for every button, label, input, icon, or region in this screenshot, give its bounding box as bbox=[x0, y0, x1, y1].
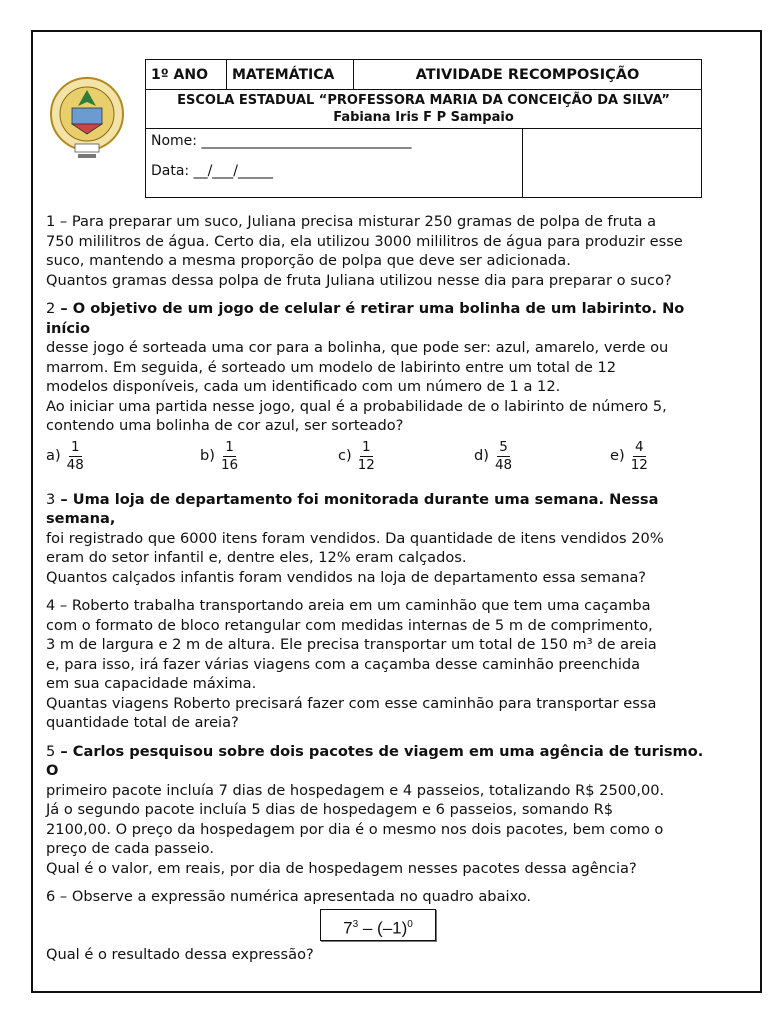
question-1: 1 – Para preparar um suco, Juliana precisa misturar 250 gramas de polpa de fruta a 750 mililitros de água. Certo dia, ela utilizou 3000 mililitros de água para produzir esse suco, mantendo a mesma proporção de polpa que deve ser adicionada. Quantos gramas dessa polpa de fruta Juliana utilizou nesse dia para preparar o suco? bbox=[46, 213, 683, 289]
option-e[interactable]: e) $\frac{4}{12}$ bbox=[610, 438, 648, 473]
activity-cell: ATIVIDADE RECOMPOSIÇÃO bbox=[354, 60, 702, 90]
question-6: 6 – Observe a expressão numérica apresentada no quadro abaixo. $7^3 - (-1)^0$ Qual é o resultado dessa expressão? bbox=[46, 888, 532, 963]
date-field[interactable]: Data: __/___/_____ bbox=[151, 163, 274, 179]
fraction: $\frac{1}{12}$ bbox=[357, 438, 375, 473]
grade-box bbox=[523, 129, 702, 198]
question-2: 2 – O objetivo de um jogo de celular é retirar uma bolinha de um labirinto. No início desse jogo é sorteada uma cor para a bolinha, que pode ser: azul, amarelo, verde ou marrom. Em seguida, é sorteado um modelo de labirinto entre um total de 12 modelos disponíveis, cada um identificado com um número de 1 a 12. Ao iniciar uma partida nesse jogo, qual é a probabilidade de o labirinto de número 5, contendo uma bolinha de cor azul, ser sorteado? bbox=[46, 300, 685, 434]
fraction: $\frac{5}{48}$ bbox=[494, 438, 513, 473]
school-name: ESCOLA ESTADUAL “PROFESSORA MARIA DA CONCEIÇÃO DA SILVA” bbox=[177, 93, 670, 108]
question-2-options bbox=[46, 439, 718, 481]
question-5: 5 – Carlos pesquisou sobre dois pacotes de viagem em uma agência de turismo. O primeiro pacote incluía 7 dias de hospedagem e 4 passeios, totalizando R$ 2500,00. Já o segundo pacote incluía 5 dias de hospedagem e 6 passeios, somando R$ 2100,00. O preço da hospedagem por dia é o mesmo nos dois pacotes, bem como o preço de cada passeio. Qual é o valor, em reais, por dia de hospedagem nesses pacotes dessa agência? bbox=[46, 742, 704, 877]
question-3: 3 – Uma loja de departamento foi monitorada durante uma semana. Nessa semana, foi registrado que 6000 itens foram vendidos. Da quantidade de itens vendidos 20% eram do setor infantil e, dentre eles, 12% eram calçados. Quantos calçados infantis foram vendidos na loja de departamento essa semana? bbox=[46, 490, 664, 586]
fraction: $\frac{4}{12}$ bbox=[630, 438, 648, 473]
student-fields-cell bbox=[146, 129, 523, 198]
fraction: $\frac{1}{16}$ bbox=[220, 438, 239, 473]
question-4: 4 – Roberto trabalha transportando areia em um caminhão que tem uma caçamba com o formato de bloco retangular com medidas internas de 5 m de comprimento, 3 m de largura e 2 m de altura. Ele precisa transportar um total de 150 m³ de areia e, para isso, irá fazer várias viagens com a caçamba desse caminhão preenchida em sua capacidade máxima. Quantas viagens Roberto precisará fazer com esse caminhão para transportar essa quantidade total de areia? bbox=[46, 597, 657, 731]
header-table bbox=[145, 59, 702, 198]
option-d[interactable]: d) $\frac{5}{48}$ bbox=[474, 438, 513, 473]
option-b[interactable]: b) $\frac{1}{16}$ bbox=[200, 438, 239, 473]
teacher-name: Fabiana Iris F P Sampaio bbox=[333, 110, 514, 125]
fraction: $\frac{1}{48}$ bbox=[66, 438, 84, 473]
questions bbox=[46, 212, 718, 973]
expression-box: $7^3 - (-1)^0$ bbox=[320, 909, 436, 941]
option-c[interactable]: c) $\frac{1}{12}$ bbox=[338, 438, 375, 473]
school-emblem-logo bbox=[44, 74, 130, 164]
subject-cell: MATEMÁTICA bbox=[227, 60, 354, 90]
name-field[interactable]: Nome: ______________________________ bbox=[151, 133, 412, 149]
grade-cell: 1º ANO bbox=[146, 60, 227, 90]
option-a[interactable]: a) $\frac{1}{48}$ bbox=[46, 438, 84, 473]
school-cell bbox=[146, 90, 702, 129]
